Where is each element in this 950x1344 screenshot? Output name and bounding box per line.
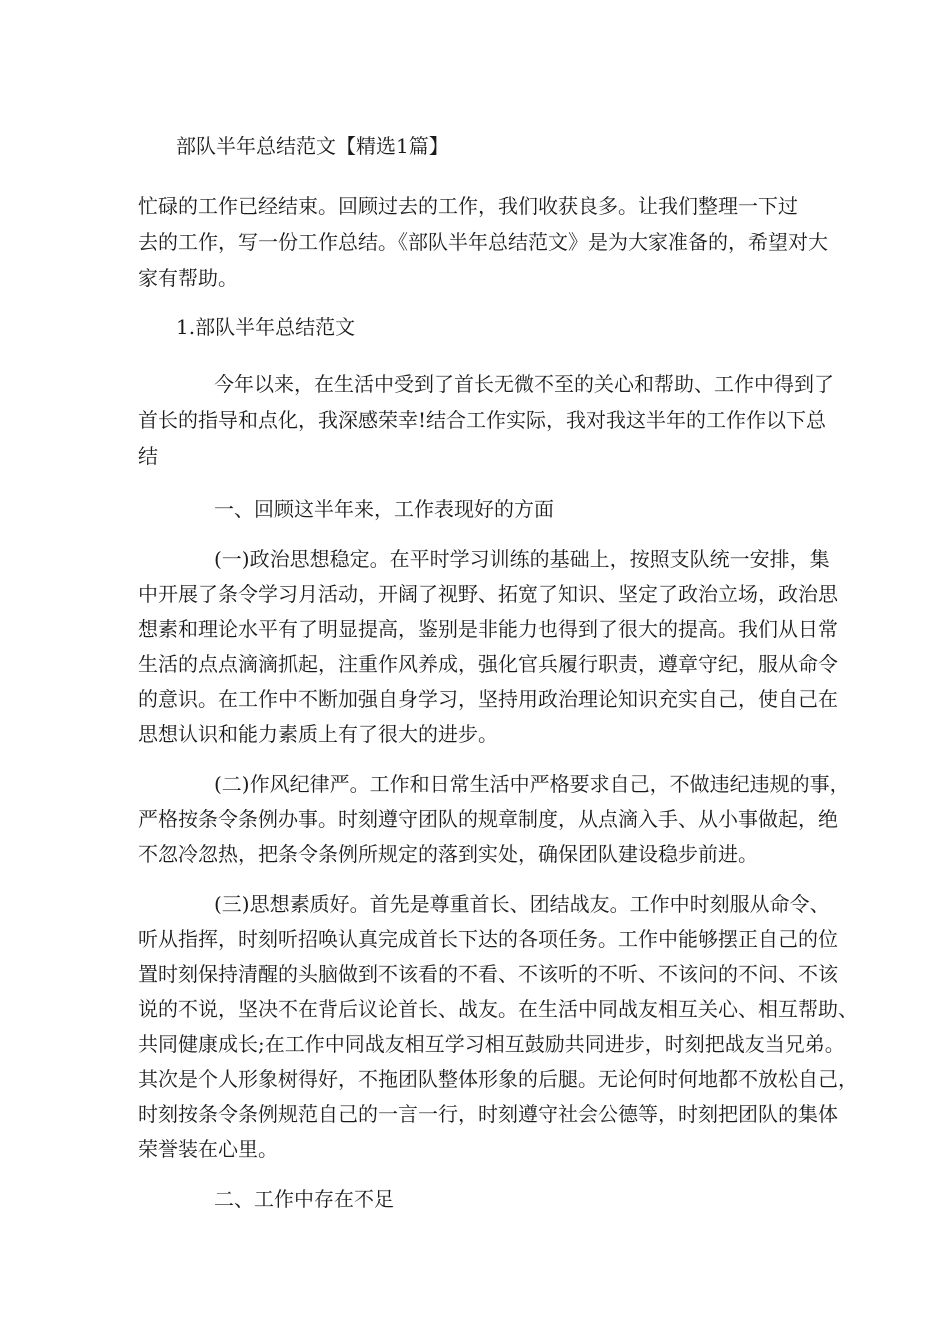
paragraph-line: 时刻按条令条例规范自己的一言一行，时刻遵守社会公德等，时刻把团队的集体 [138, 1102, 838, 1126]
section-heading: 1.部队半年总结范文 [176, 315, 356, 339]
paragraph-line: 不忽冷忽热，把条令条例所规定的落到实处，确保团队建设稳步前进。 [138, 842, 758, 866]
paragraph-line: (二)作风纪律严。工作和日常生活中严格要求自己，不做违纪违规的事， [214, 772, 850, 796]
intro-line: 忙碌的工作已经结束。回顾过去的工作，我们收获良多。让我们整理一下过 [138, 194, 798, 218]
document-title: 部队半年总结范文【精选1篇】 [176, 134, 449, 158]
paragraph-line: 今年以来，在生活中受到了首长无微不至的关心和帮助、工作中得到了 [214, 372, 834, 396]
paragraph-line: 首长的指导和点化，我深感荣幸!结合工作实际，我对我这半年的工作作以下总 [138, 408, 827, 432]
paragraph-line: 思想认识和能力素质上有了很大的进步。 [138, 722, 498, 746]
intro-line: 家有帮助。 [138, 266, 238, 290]
paragraph-line: 中开展了条令学习月活动，开阔了视野、拓宽了知识、坚定了政治立场，政治思 [138, 582, 838, 606]
paragraph-line: 其次是个人形象树得好，不拖团队整体形象的后腿。无论何时何地都不放松自己， [138, 1067, 858, 1091]
paragraph-line: 共同健康成长;在工作中同战友相互学习相互鼓励共同进步，时刻把战友当兄弟。 [138, 1032, 845, 1056]
paragraph-line: 听从指挥，时刻听招唤认真完成首长下达的各项任务。工作中能够摆正自己的位 [138, 927, 838, 951]
paragraph-line: (三)思想素质好。首先是尊重首长、团结战友。工作中时刻服从命令、 [214, 892, 830, 916]
subheading: 一、回顾这半年来，工作表现好的方面 [214, 497, 554, 521]
paragraph-line: (一)政治思想稳定。在平时学习训练的基础上，按照支队统一安排，集 [214, 547, 830, 571]
paragraph-line: 想素和理论水平有了明显提高，鉴别是非能力也得到了很大的提高。我们从日常 [138, 617, 838, 641]
paragraph-line: 生活的点点滴滴抓起，注重作风养成，强化官兵履行职责，遵章守纪，服从命令 [138, 652, 838, 676]
paragraph-line: 的意识。在工作中不断加强自身学习，坚持用政治理论知识充实自己，使自己在 [138, 687, 838, 711]
intro-line: 去的工作，写一份工作总结。《部队半年总结范文》是为大家准备的，希望对大 [138, 230, 828, 254]
paragraph-line: 说的不说，坚决不在背后议论首长、战友。在生活中同战友相互关心、相互帮助、 [138, 997, 858, 1021]
subheading: 二、工作中存在不足 [214, 1187, 394, 1211]
paragraph-line: 置时刻保持清醒的头脑做到不该看的不看、不该听的不听、不该问的不问、不该 [138, 962, 838, 986]
paragraph-line: 严格按条令条例办事。时刻遵守团队的规章制度，从点滴入手、从小事做起，绝 [138, 807, 838, 831]
paragraph-line: 荣誉装在心里。 [138, 1137, 278, 1161]
paragraph-line: 结 [138, 444, 158, 468]
